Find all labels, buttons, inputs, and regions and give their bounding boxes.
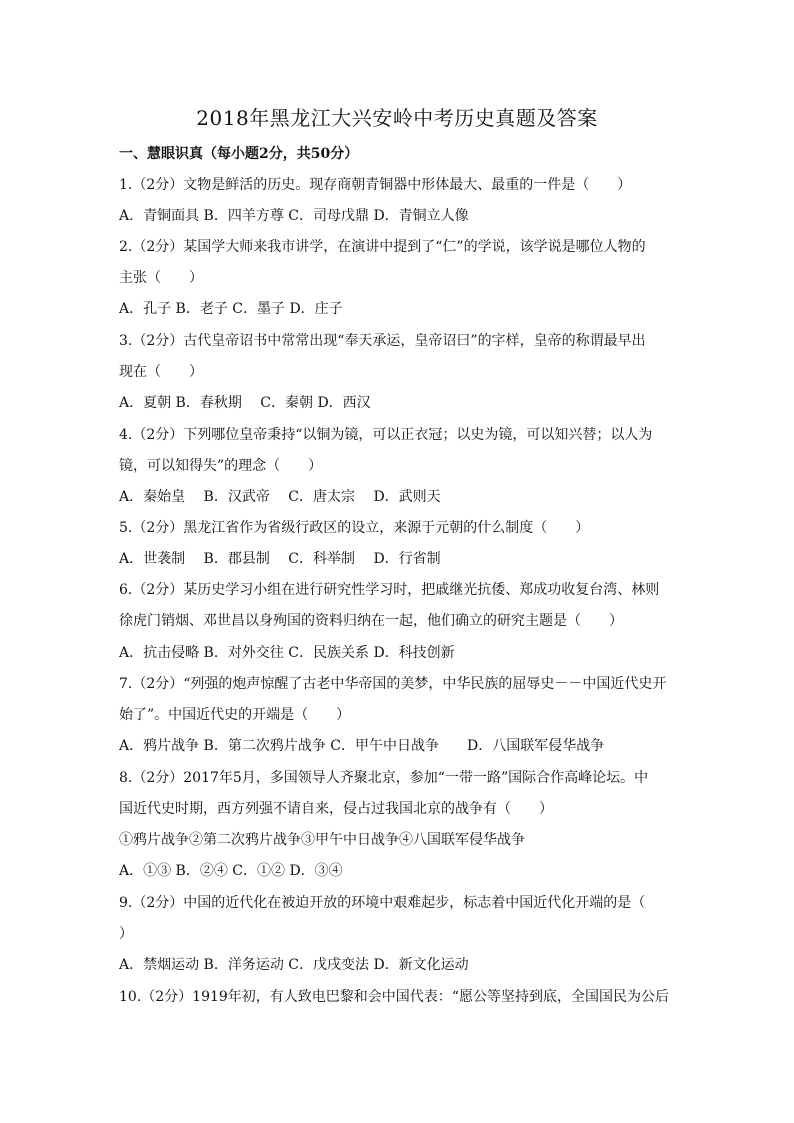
question-2-continuation: 主张（ ） [119, 270, 203, 286]
document-title: 2018年黑龙江大兴安岭中考历史真题及答案 [196, 106, 598, 130]
question-8-continuation: 国近代史时期，西方列强不请自来，侵占过我国北京的战争有（ ） [119, 801, 553, 817]
question-4-continuation: 镜，可以知得失”的理念（ ） [119, 458, 323, 474]
question-9: 9.（2分）中国的近代化在被迫开放的环境中艰难起步，标志着中国近代化开端的是（ [119, 895, 646, 911]
question-5-options: A．世袭制 B．郡县制 C．科举制 D．行省制 [119, 551, 441, 567]
question-2-options: A．孔子 B．老子 C．墨子 D．庄子 [119, 301, 343, 317]
question-7-options: A．鸦片战争 B．第二次鸦片战争 C．甲午中日战争 D．八国联军侵华战争 [119, 738, 605, 754]
question-6-continuation: 徐虎门销烟、邓世昌以身殉国的资料归纳在一起，他们确立的研究主题是（ ） [119, 613, 623, 629]
question-6-options: A．抗击侵略 B．对外交往 C．民族关系 D．科技创新 [119, 645, 455, 661]
question-7: 7.（2分）“列强的炮声惊醒了古老中华帝国的美梦，中华民族的屈辱史－－中国近代史开 [119, 676, 667, 692]
question-1-options: A．青铜面具 B．四羊方尊 C．司母戊鼎 D．青铜立人像 [119, 208, 469, 224]
section-heading: 一、慧眼识真（每小题2分，共50分） [119, 146, 359, 162]
question-4: 4.（2分）下列哪位皇帝秉持“以铜为镜，可以正衣冠；以史为镜，可以知兴替；以人为 [119, 427, 653, 443]
question-3: 3.（2分）古代皇帝诏书中常常出现“奉天承运，皇帝诏曰”的字样，皇帝的称谓最早出 [119, 333, 646, 349]
question-6: 6.（2分）某历史学习小组在进行研究性学习时，把戚继光抗倭、郑成功收复台湾、林则 [119, 582, 660, 598]
question-2: 2.（2分）某国学大师来我市讲学，在演讲中提到了“仁”的学说，该学说是哪位人物的 [119, 239, 646, 255]
question-7-continuation: 始了”。中国近代史的开端是（ ） [119, 707, 351, 723]
question-9-continuation: ） [119, 926, 133, 942]
question-9-options: A．禁烟运动 B．洋务运动 C．戊戌变法 D．新文化运动 [119, 957, 469, 973]
question-10: 10.（2分）1919年初，有人致电巴黎和会中国代表：“愿公等坚持到底，全国国民为公后 [119, 989, 669, 1005]
question-3-options: A．夏朝 B．春秋期 C．秦朝 D．西汉 [119, 395, 371, 411]
question-1: 1.（2分）文物是鲜活的历史。现存商朝青铜器中形体最大、最重的一件是（ ） [119, 177, 632, 193]
question-8: 8.（2分）2017年5月，多国领导人齐聚北京，参加“一带一路”国际合作高峰论坛。中 [119, 770, 649, 786]
question-8-options: A．①③ B．②④ C．①② D．③④ [119, 863, 343, 879]
question-3-continuation: 现在（ ） [119, 364, 203, 380]
question-5: 5.（2分）黑龙江省作为省级行政区的设立，来源于元朝的什么制度（ ） [119, 520, 590, 536]
question-4-options: A．秦始皇 B．汉武帝 C．唐太宗 D．武则天 [119, 489, 441, 505]
question-8-items: ①鸦片战争②第二次鸦片战争③甲午中日战争④八国联军侵华战争 [119, 832, 525, 848]
